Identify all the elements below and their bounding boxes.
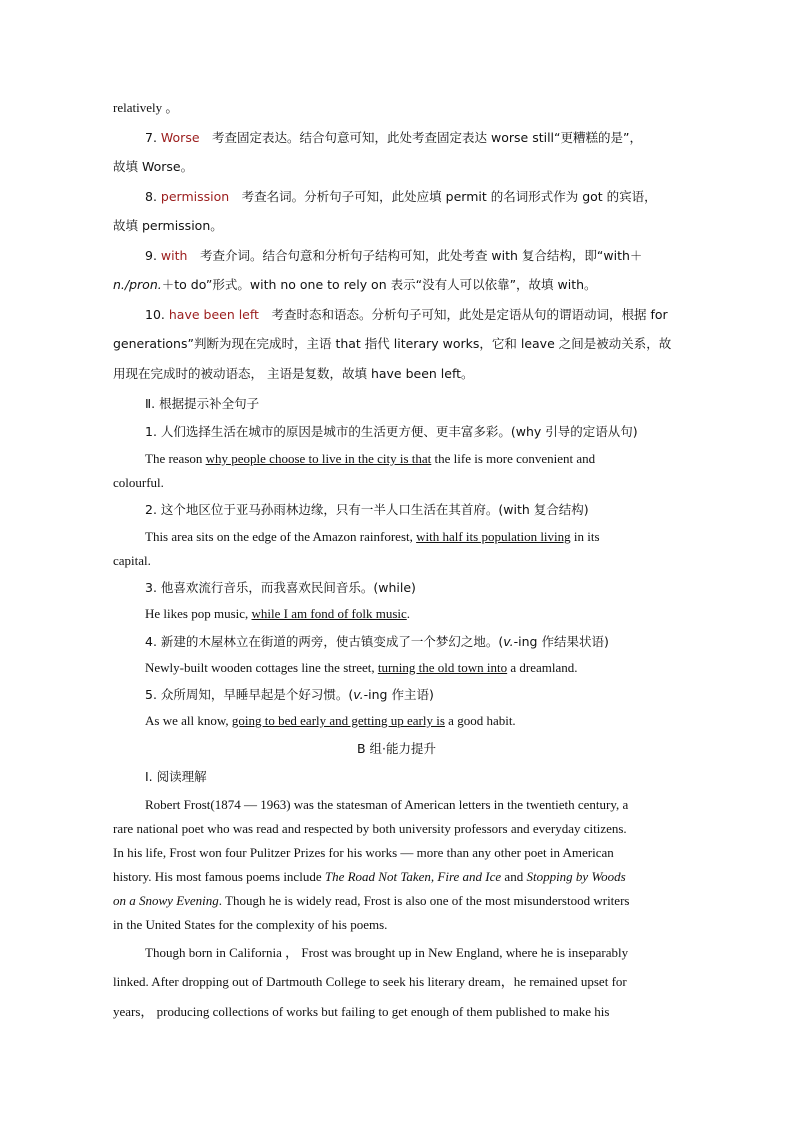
group-b-title: B 组·能力提升 [356,741,437,756]
answer-8-word: permission [160,189,230,204]
q3-fill: while I am fond of folk music [251,606,407,621]
q2-answer: This area sits on the edge of the Amazon rainforest, with half its population living in its [145,529,600,544]
passage-p1-line1: Robert Frost(1874 — 1963) was the statesman of American letters in the twentieth century, a [145,797,629,812]
q2-fill: with half its population living [416,529,571,544]
answer-7: 7. Worse 考查固定表达。结合句意可知，此处考查固定表达 worse still“更糟糕的是”， [145,130,642,145]
answer-7-line2: 故填 Worse。 [113,159,194,174]
answer-10-line2: generations”判断为现在完成时，主语 that 指代 literary works，它和 leave 之间是被动关系，故 [113,336,672,351]
passage-p1-line4: history. His most famous poems include The Road Not Taken, Fire and Ice and Stopping by Woods [113,869,626,884]
passage-p1-line6: in the United States for the complexity of his poems. [113,917,388,932]
answer-10-line3: 用现在完成时的被动语态， 主语是复数，故填 have been left。 [113,366,474,381]
q1-answer: The reason why people choose to live in the city is that the life is more convenient and [145,451,596,466]
answer-8: 8. permission 考查名词。分析句子可知，此处应填 permit 的名词形式作为 got 的宾语， [145,189,657,204]
answer-9-line2: n./pron.＋to do”形式。with no one to rely on 表示“没有人可以依靠”，故填 with。 [113,277,597,292]
q5-fill: going to bed early and getting up early is [231,713,445,728]
answer-9-word: with [160,248,188,263]
answer-7-word: Worse [160,130,200,145]
reading-heading: Ⅰ. 阅读理解 [145,769,207,784]
answer-10: 10. have been left 考查时态和语态。分析句子可知，此处是定语从句的谓语动词，根据 for [145,307,668,322]
answer-8-line2: 故填 permission。 [113,218,223,233]
q4-prompt: 4. 新建的木屋林立在街道的两旁，使古镇变成了一个梦幻之地。(v.-ing 作结果状语) [145,634,609,649]
q2-prompt: 2. 这个地区位于亚马孙雨林边缘，只有一半人口生活在其首府。(with 复合结构) [145,502,589,517]
q1-answer-line2: colourful. [113,475,164,490]
passage-p1-line5: on a Snowy Evening. Though he is widely read, Frost is also one of the most misunderstood writers [113,893,630,908]
passage-p2-line1: Though born in California ， Frost was brought up in New England, where he is inseparably [145,945,629,960]
passage-p1-line3: In his life, Frost won four Pulitzer Prizes for his works — more than any other poet in American [113,845,614,860]
answer-10-word: have been left [168,307,259,322]
q5-prompt: 5. 众所周知，早睡早起是个好习惯。(v.-ing 作主语) [145,687,434,702]
q1-prompt: 1. 人们选择生活在城市的原因是城市的生活更方便、更丰富多彩。(why 引导的定语从句) [145,424,638,439]
passage-p2-line3: years， producing collections of works but failing to get enough of them published to make his [113,1004,610,1019]
answer-9: 9. with 考查介词。结合句意和分析句子结构可知，此处考查 with 复合结构，即“with＋ [145,248,643,263]
passage-p2-line2: linked. After dropping out of Dartmouth College to seek his literary dream，he remained upset for [113,974,627,989]
passage-p1-line2: rare national poet who was read and respected by both university professors and everyday citizens. [113,821,627,836]
q5-answer: As we all know, going to bed early and getting up early is a good habit. [145,713,516,728]
q2-answer-line2: capital. [113,553,151,568]
q1-fill: why people choose to live in the city is that [205,451,432,466]
q4-fill: turning the old town into [377,660,508,675]
answer-6-tail: relatively 。 [113,100,179,115]
q3-prompt: 3. 他喜欢流行音乐，而我喜欢民间音乐。(while) [145,580,416,595]
section-2-heading: Ⅱ. 根据提示补全句子 [145,396,260,411]
q3-answer: He likes pop music, while I am fond of folk music. [145,606,411,621]
q4-answer: Newly-built wooden cottages line the street, turning the old town into a dreamland. [145,660,578,675]
